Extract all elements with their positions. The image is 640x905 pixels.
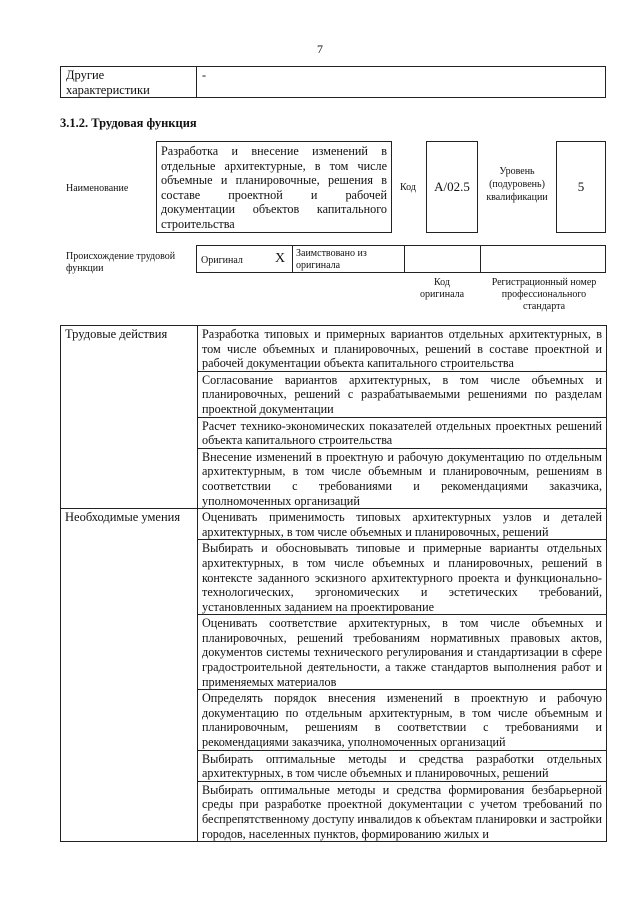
labor-action-row <box>61 326 607 372</box>
name-label: Наименование <box>66 182 129 194</box>
other-characteristics-label: Другие характеристики <box>66 68 150 97</box>
code-value-box <box>426 141 478 233</box>
labor-action-row-text: Разработка типовых и примерных вариантов отдельных архитектурных, в том числе объемных и планировочных, решений в составе проектной и рабочей документации объекта капитального строительства <box>198 326 607 372</box>
skill-row-text: Оценивать применимость типовых архитектурных узлов и деталей архитектурных, в том числе объемных и планировочных, решений <box>198 509 607 540</box>
original-label: Оригинал <box>201 254 243 266</box>
code-value: А/02.5 <box>434 179 470 194</box>
labor-action-row-text: Согласование вариантов архитектурных, в том числе объемных и планировочных, решений с разрабатываемыми решениями по разделам проектной документации <box>198 371 607 417</box>
original-mark: X <box>274 251 286 266</box>
borrowed-label: Заимствовано из оригинала <box>296 248 367 271</box>
level-value: 5 <box>577 179 585 194</box>
origin-label: Происхождение трудовой функции <box>66 251 176 274</box>
labor-actions-label: Трудовые действия <box>61 326 198 509</box>
other-characteristics-value: - <box>202 68 207 82</box>
origin-divider-3 <box>480 245 481 273</box>
skill-row-text: Оценивать соответствие архитектурных, в том числе объемных и планировочных, решений требованиям нормативных правовых актов, документов системы технического регулирования и стандартизации в сфере градостроительной деятельности, а также стандартов выполнения работ и применяемых материалов <box>198 615 607 690</box>
labor-action-row-text: Внесение изменений в проектную и рабочую документацию по отдельным архитектурным, в том числе объемным и планировочным, решениям в соответствии с требованиями и рекомендациями заказчика, уполномоченных организаций <box>198 448 607 508</box>
skill-row-text: Выбирать оптимальные методы и средства формирования безбарьерной среды при разработке проектной документации с учетом требований по беспрепятственному доступу инвалидов к объектам планировки и застройки городов, населенных пунктов, формированию жилых и <box>198 781 607 841</box>
skill-row <box>61 509 607 540</box>
registration-number-caption: Регистрационный номер профессионального стандарта <box>491 277 597 312</box>
code-label: Код <box>400 181 416 193</box>
level-value-box <box>556 141 606 233</box>
skill-row-text: Выбирать и обосновывать типовые и примерные варианты отдельных архитектурных, в том числе объемных и планировочных, решений в контексте заданного эскизного архитектурного проекта и функционально-технологических, эргономических и эстетических требований, установленных заданием на проектирование <box>198 540 607 615</box>
function-name-box <box>156 141 392 233</box>
skill-row-text: Выбирать оптимальные методы и средства разработки отдельных архитектурных, в том числе объемных и планировочных, решений <box>198 750 607 781</box>
level-label: Уровень (подуровень) квалификации <box>486 165 548 203</box>
labor-skills-table <box>60 325 607 842</box>
origin-divider-2 <box>404 245 405 273</box>
other-characteristics-divider <box>196 66 197 98</box>
origin-divider-1 <box>292 245 293 273</box>
section-heading: 3.1.2. Трудовая функция <box>60 116 197 130</box>
skills-label: Необходимые умения <box>61 509 198 842</box>
labor-action-row-text: Расчет технико-экономических показателей отдельных проектных решений объекта капитального строительства <box>198 417 607 448</box>
code-original-caption: Код оригинала <box>419 277 465 300</box>
function-name-value: Разработка и внесение изменений в отдельные архитектурные, в том числе объемные и планировочные, решения в составе проектной и рабочей документации объектов капитального строительства <box>161 144 387 231</box>
main-table <box>60 325 606 842</box>
skill-row-text: Определять порядок внесения изменений в проектную и рабочую документацию по отдельным архитектурным, в том числе объемным и планировочным, решениям в соответствии с требованиями и рекомендациями заказчика, уполномоченных организаций <box>198 690 607 750</box>
page-number: 7 <box>317 42 323 56</box>
